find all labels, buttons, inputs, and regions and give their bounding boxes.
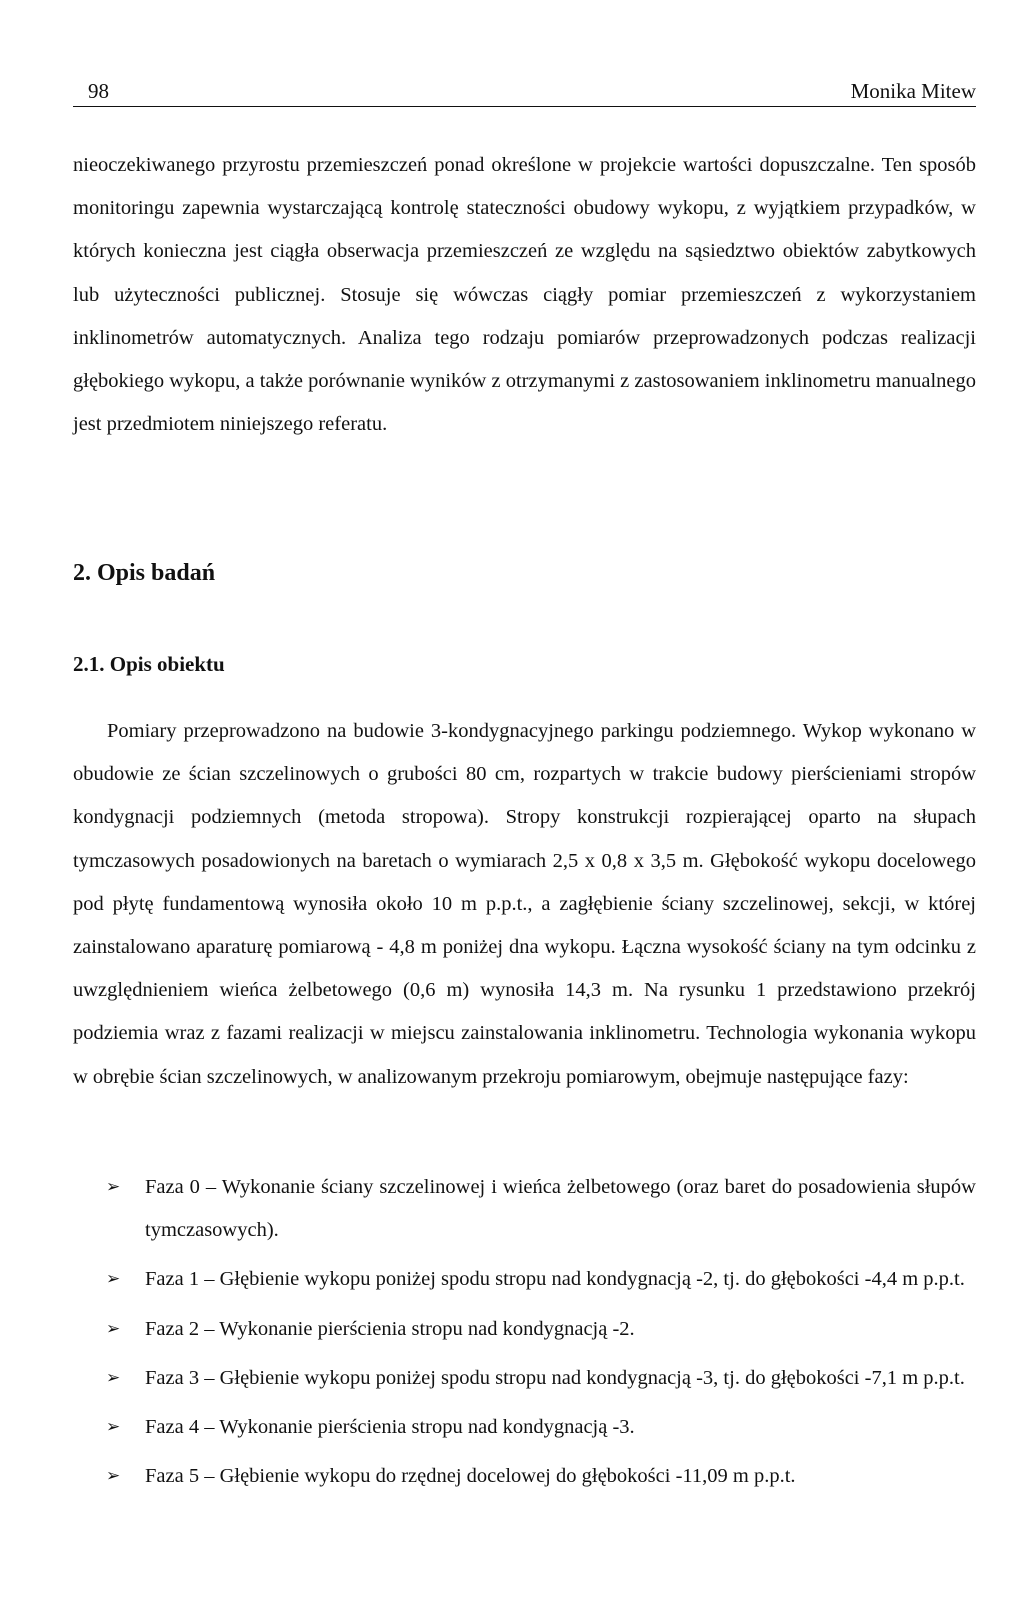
phase-item [73,1455,976,1498]
phase-item [73,1357,976,1400]
arrow-bullet-icon: ➢ [106,1466,121,1487]
object-description-paragraph: Pomiary przeprowadzono na budowie 3-kondygnacyjnego parkingu podziemnego. Wykop wykonano w obudowie ze ścian szczelinowych o grubości 80 cm, rozpartych w trakcie budowy pierścieniami stropów kondygnacji podziemnych (metoda stropowa). Stropy konstrukcji rozpierającej oparto na słupach tymczasowych posadowionych na baretach o wymiarach 2,5 x 0,8 x 3,5 m. Głębokość wykopu docelowego pod płytę fundamentową wynosiła około 10 m p.p.t., a zagłębienie ściany szczelinowej, sekcji, w której zainstalowano aparaturę pomiarową - 4,8 m poniżej dna wykopu. Łączna wysokość ściany na tym odcinku z uwzględnieniem wieńca żelbetowego (0,6 m) wynosiła 14,3 m. Na rysunku 1 przedstawiono przekrój podziemia wraz z fazami realizacji w miejscu zainstalowania inklinometru. Technologia wykonania wykopu w obrębie ścian szczelinowych, w analizowanym przekroju pomiarowym, obejmuje następujące fazy: [73,720,976,1088]
phase-text: Faza 1 – Głębienie wykopu poniżej spodu stropu nad kondygnacją -2, tj. do głębokości -4,4 m p.p.t. [145,1268,965,1291]
phase-text: Faza 4 – Wykonanie pierścienia stropu nad kondygnacją -3. [145,1416,635,1439]
phase-text: Faza 2 – Wykonanie pierścienia stropu nad kondygnacją -2. [145,1317,635,1340]
arrow-bullet-icon: ➢ [106,1269,121,1290]
phase-item [73,1406,976,1449]
arrow-bullet-icon: ➢ [106,1177,121,1197]
phase-list [73,1166,976,1504]
page-number: 98 [88,79,109,103]
phase-text: Faza 3 – Głębienie wykopu poniżej spodu stropu nad kondygnacją -3, tj. do głębokości -7,1 m p.p.t. [145,1366,965,1389]
subsection-heading: 2.1. Opis obiektu [73,652,225,676]
phase-text: Faza 5 – Głębienie wykopu do rzędnej docelowej do głębokości -11,09 m p.p.t. [145,1465,796,1488]
phase-text: Faza 0 – Wykonanie ściany szczelinowej i wieńca żelbetowego (oraz baret do posadowienia słupów tymczasowych). [145,1176,976,1242]
arrow-bullet-icon: ➢ [106,1367,121,1388]
arrow-bullet-icon: ➢ [106,1318,121,1339]
phase-item [73,1308,976,1351]
running-header [73,78,976,107]
section-heading: 2. Opis badań [73,560,216,586]
arrow-bullet-icon: ➢ [106,1417,121,1438]
phase-item [73,1258,976,1301]
intro-paragraph: nieoczekiwanego przyrostu przemieszczeń ponad określone w projekcie wartości dopuszczalne. Ten sposób monitoringu zapewnia wystarczającą kontrolę stateczności obudowy wykopu, z wyjątkiem przypadków, w których konieczna jest ciągła obserwacja przemieszczeń ze względu na sąsiedztwo obiektów zabytkowych lub użyteczności publicznej. Stosuje się wówczas ciągły pomiar przemieszczeń z wykorzystaniem inklinometrów automatycznych. Analiza tego rodzaju pomiarów przeprowadzonych podczas realizacji głębokiego wykopu, a także porównanie wyników z otrzymanymi z zastosowaniem inklinometru manualnego jest przedmiotem niniejszego referatu. [73,154,976,436]
author-name: Monika Mitew [850,79,976,103]
phase-item [73,1166,976,1252]
